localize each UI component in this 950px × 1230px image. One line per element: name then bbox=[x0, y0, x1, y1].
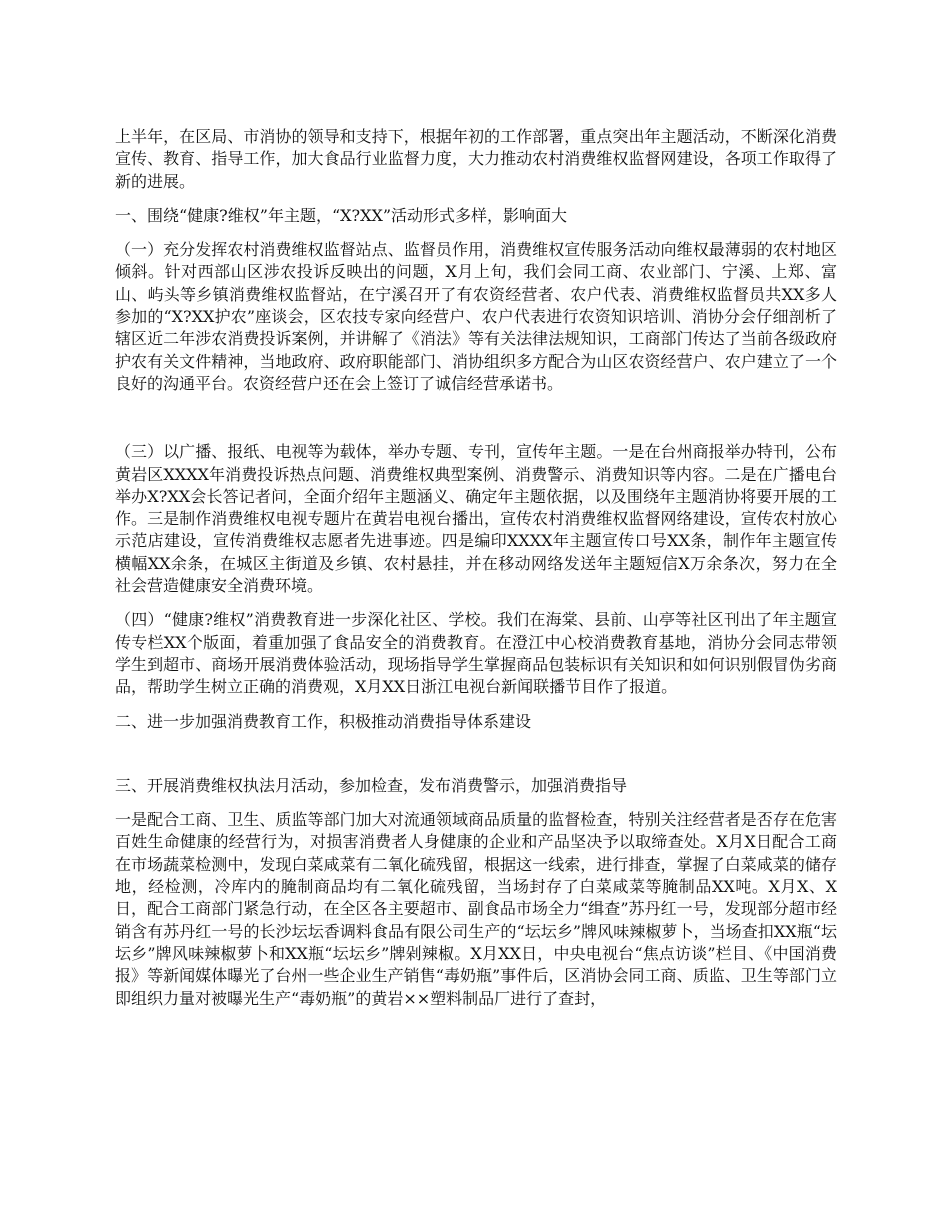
section-1-paragraph-4: （四）“健康?维权”消费教育进一步深化社区、学校。我们在海棠、县前、山亭等社区刊出了年主题宣传专栏XX个版面，着重加强了食品安全的消费教育。在澄江中心校消费教育基地，消协分会同志带领学生到超市、商场开展消费体验活动，现场指导学生掌握商品包装标识有关知识和如何识别假冒伪劣商品，帮助学生树立正确的消费观，X月XX日浙江电视台新闻联播节目作了报道。 bbox=[115, 610, 837, 697]
blank-space bbox=[115, 407, 837, 441]
blank-space bbox=[115, 745, 837, 775]
section-3-paragraph-1: 一是配合工商、卫生、质监等部门加大对流通领域商品质量的监督检查，特别关注经营者是否存在危害百姓生命健康的经营行为，对损害消费者人身健康的企业和产品坚决予以取缔查处。X月X日配合工商在市场蔬菜检测中，发现白菜咸菜有二氧化硫残留，根据这一线索，进行排查，掌握了白菜咸菜的储存地，经检测，冷库内的腌制商品均有二氧化硫残留，当场封存了白菜咸菜等腌制品XX吨。X月X、X日，配合工商部门紧急行动，在全区各主要超市、副食品市场全力“缉查”苏丹红一号，发现部分超市经销含有苏丹红一号的长沙坛坛香调料食品有限公司生产的“坛坛乡”牌风味辣椒萝卜，当场查扣XX瓶“坛坛乡”牌风味辣椒萝卜和XX瓶“坛坛乡”牌剁辣椒。X月XX日，中央电视台“焦点访谈”栏目、《中国消费报》等新闻媒体曝光了台州一些企业生产销售“毒奶瓶”事件后，区消协会同工商、质监、卫生等部门立即组织力量对被曝光生产“毒奶瓶”的黄岩××塑料制品厂进行了查封， bbox=[115, 810, 837, 1008]
section-1-paragraph-3: （三）以广播、报纸、电视等为载体，举办专题、专刊，宣传年主题。一是在台州商报举办特刊，公布黄岩区XXXX年消费投诉热点问题、消费维权典型案例、消费警示、消费知识等内容。二是在广播电台举办X?XX会长答记者问，全面介绍年主题涵义、确定年主题依据，以及围绕年主题消协将要开展的工作。三是制作消费维权电视专题片在黄岩电视台播出，宣传农村消费维权监督网络建设，宣传农村放心示范店建设，宣传消费维权志愿者先进事迹。四是编印XXXX年主题宣传口号XX条，制作年主题宣传横幅XX余条，在城区主街道及乡镇、农村悬挂，并在移动网络发送年主题短信X万余条次，努力在全社会营造健康安全消费环境。 bbox=[115, 442, 837, 596]
document-body bbox=[115, 126, 837, 1022]
section-1-paragraph-1: （一）充分发挥农村消费维权监督站点、监督员作用，消费维权宣传服务活动向维权最薄弱的农村地区倾斜。针对西部山区涉农投诉反映出的问题，X月上旬，我们会同工商、农业部门、宁溪、上郑、富山、屿头等乡镇消费维权监督站，在宁溪召开了有农资经营者、农户代表、消费维权监督员共XX多人参加的“X?XX护农”座谈会，区农技专家向经营户、农户代表进行农资知识培训、消协分会仔细剖析了辖区近二年涉农消费投诉案例，并讲解了《消法》等有关法律法规知识，工商部门传达了当前各级政府护农有关文件精神，当地政府、政府职能部门、消协组织多方配合为山区农资经营户、农户建立了一个良好的沟通平台。农资经营户还在会上签订了诚信经营承诺书。 bbox=[115, 240, 837, 393]
section-3-heading: 三、开展消费维权执法月活动，参加检查，发布消费警示，加强消费指导 bbox=[115, 775, 628, 795]
section-2-heading: 二、进一步加强消费教育工作，积极推动消费指导体系建设 bbox=[115, 711, 532, 731]
intro-paragraph: 上半年，在区局、市消协的领导和支持下，根据年初的工作部署，重点突出年主题活动，不断深化消费宣传、教育、指导工作，加大食品行业监督力度，大力推动农村消费维权监督网建设，各项工作取得了新的进展。 bbox=[115, 127, 837, 191]
section-1-heading: 一、围绕“健康?维权”年主题，“X?XX”活动形式多样，影响面大 bbox=[115, 205, 568, 225]
